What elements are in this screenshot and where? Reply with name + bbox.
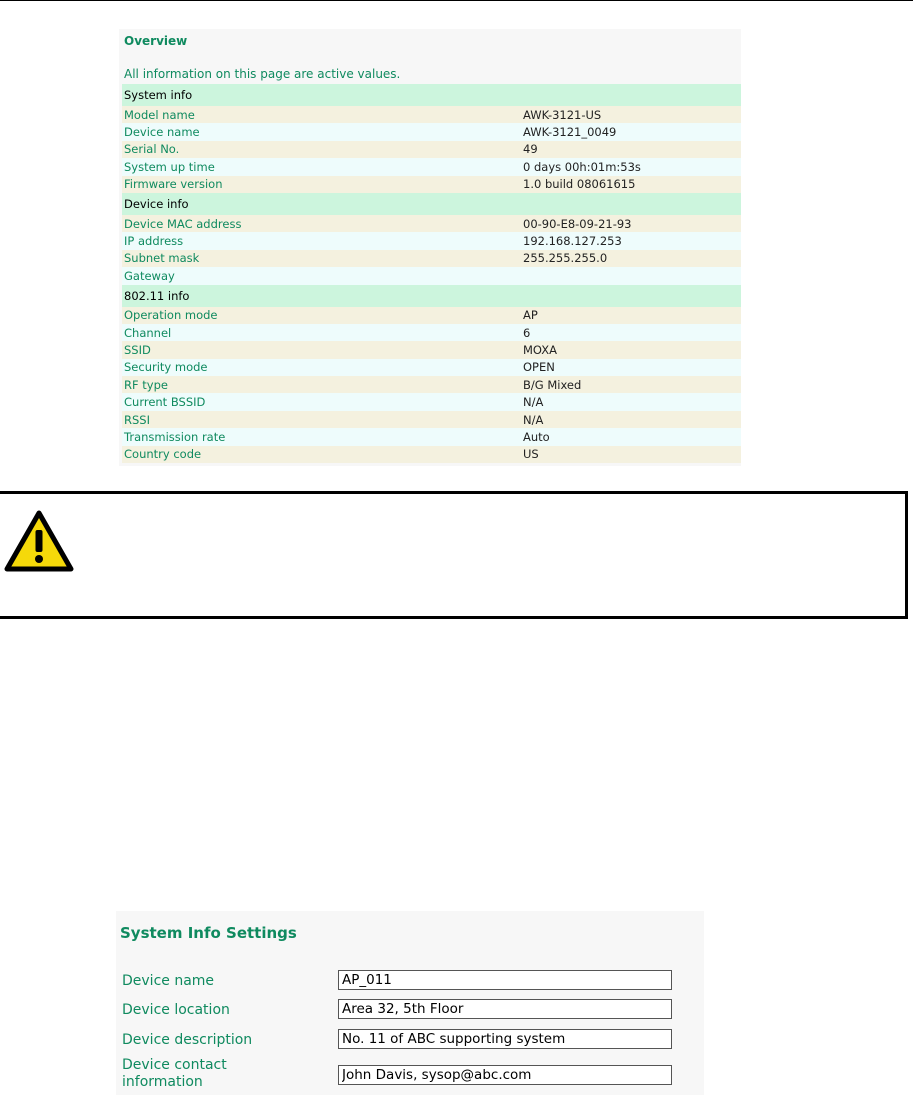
overview-table [122, 84, 741, 463]
settings-title: System Info Settings [120, 924, 297, 942]
device-location-label: Device location [122, 1002, 230, 1018]
attention-box [0, 491, 908, 619]
row-label: Serial No. [122, 141, 521, 158]
table-row [122, 376, 741, 393]
device-description-input[interactable] [338, 1029, 672, 1049]
table-row [122, 359, 741, 376]
row-value [521, 267, 741, 284]
row-value: B/G Mixed [521, 376, 741, 393]
device-description-label: Device description [122, 1032, 253, 1048]
row-value: AWK-3121-US [521, 106, 741, 123]
device-location-input[interactable] [338, 999, 672, 1019]
row-value: N/A [521, 393, 741, 410]
row-label: RSSI [122, 411, 521, 428]
row-label: Current BSSID [122, 393, 521, 410]
table-row [122, 123, 741, 140]
device-name-input[interactable] [338, 970, 672, 990]
system-info-settings-panel [116, 911, 704, 1095]
row-value: N/A [521, 411, 741, 428]
table-row [122, 341, 741, 358]
section-header: 802.11 info [122, 285, 741, 307]
table-row [122, 141, 741, 158]
table-row [122, 232, 741, 249]
table-row [122, 446, 741, 463]
row-value: AWK-3121_0049 [521, 123, 741, 140]
top-rule [0, 0, 913, 1]
row-label: Operation mode [122, 307, 521, 324]
table-row [122, 267, 741, 284]
row-label: IP address [122, 232, 521, 249]
row-value: 49 [521, 141, 741, 158]
row-value: AP [521, 307, 741, 324]
row-value: Auto [521, 428, 741, 445]
row-label: Device MAC address [122, 215, 521, 232]
overview-panel [119, 29, 741, 466]
table-row [122, 307, 741, 324]
table-row [122, 106, 741, 123]
device-name-label: Device name [122, 973, 215, 989]
row-label: Gateway [122, 267, 521, 284]
row-label: RF type [122, 376, 521, 393]
table-row [122, 411, 741, 428]
table-row [122, 250, 741, 267]
table-row [122, 176, 741, 193]
row-label: Device name [122, 123, 521, 140]
warning-icon [4, 510, 74, 572]
section-header-row [122, 84, 741, 106]
row-label: Transmission rate [122, 428, 521, 445]
device-contact-label: Device contact information [122, 1057, 227, 1090]
table-row [122, 393, 741, 410]
section-header-row [122, 193, 741, 215]
row-value: 0 days 00h:01m:53s [521, 158, 741, 175]
row-value: MOXA [521, 341, 741, 358]
row-value: 00-90-E8-09-21-93 [521, 215, 741, 232]
section-header-row [122, 285, 741, 307]
device-contact-input[interactable] [338, 1065, 672, 1085]
row-label: Country code [122, 446, 521, 463]
row-label: Model name [122, 106, 521, 123]
table-row [122, 324, 741, 341]
row-value: 6 [521, 324, 741, 341]
overview-note: All information on this page are active values. [124, 67, 401, 81]
overview-title: Overview [124, 34, 188, 48]
row-value: 192.168.127.253 [521, 232, 741, 249]
row-label: Firmware version [122, 176, 521, 193]
row-label: SSID [122, 341, 521, 358]
table-row [122, 428, 741, 445]
table-row [122, 215, 741, 232]
section-header: Device info [122, 193, 741, 215]
row-value: 255.255.255.0 [521, 250, 741, 267]
row-value: OPEN [521, 359, 741, 376]
row-label: System up time [122, 158, 521, 175]
row-label: Subnet mask [122, 250, 521, 267]
row-value: US [521, 446, 741, 463]
row-label: Channel [122, 324, 521, 341]
table-row [122, 158, 741, 175]
section-header: System info [122, 84, 741, 106]
row-label: Security mode [122, 359, 521, 376]
row-value: 1.0 build 08061615 [521, 176, 741, 193]
